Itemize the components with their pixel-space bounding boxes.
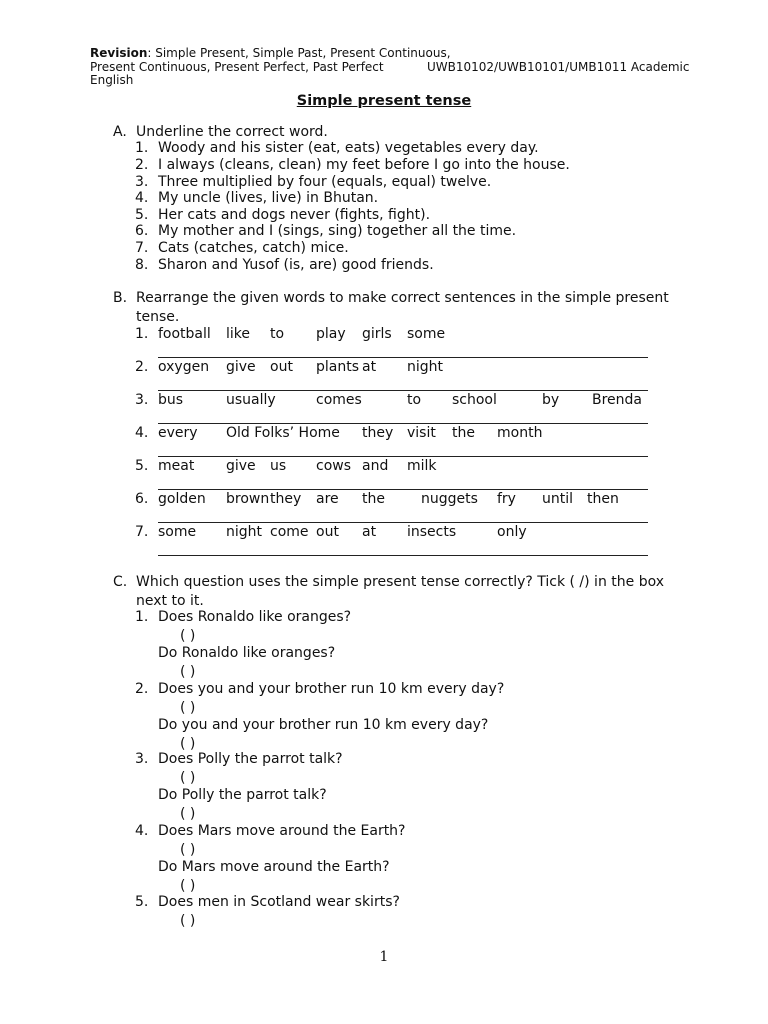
header-line-2: Present Continuous, Present Perfect, Past Perfect bbox=[90, 60, 384, 74]
word-tile: then bbox=[587, 491, 619, 507]
question-option: Do Polly the parrot talk? bbox=[158, 787, 327, 803]
section-b-instruction-cont: tense. bbox=[136, 309, 180, 325]
question-option: Do Mars move around the Earth? bbox=[158, 859, 390, 875]
word-tile: cows bbox=[316, 458, 352, 474]
section-a-instruction: Underline the correct word. bbox=[136, 124, 328, 140]
word-tile: oxygen bbox=[158, 359, 210, 375]
word-tile: brown bbox=[226, 491, 270, 507]
word-tile: some bbox=[407, 326, 446, 342]
tick-box[interactable]: ( ) bbox=[180, 700, 196, 716]
word-tile: are bbox=[316, 491, 339, 507]
word-tile: bus bbox=[158, 392, 184, 408]
word-tile: some bbox=[158, 524, 197, 540]
word-tile: the bbox=[362, 491, 385, 507]
answer-line[interactable] bbox=[158, 456, 648, 457]
word-tile: at bbox=[362, 524, 377, 540]
section-a-item-text: Woody and his sister (eat, eats) vegetables every day. bbox=[158, 140, 539, 156]
word-tile: visit bbox=[407, 425, 436, 441]
section-b-item-number: 6. bbox=[135, 491, 149, 507]
section-c-item-number: 4. bbox=[135, 823, 149, 839]
section-a-item-number: 7. bbox=[135, 240, 149, 256]
section-a-item-text: Three multiplied by four (equals, equal) twelve. bbox=[158, 174, 492, 190]
word-tile: and bbox=[362, 458, 389, 474]
section-a-item-text: Her cats and dogs never (fights, fight). bbox=[158, 207, 431, 223]
section-a-item-text: Sharon and Yusof (is, are) good friends. bbox=[158, 257, 434, 273]
word-tile: play bbox=[316, 326, 346, 342]
word-tile: fry bbox=[497, 491, 516, 507]
section-a-item-number: 1. bbox=[135, 140, 149, 156]
course-code: UWB10102/UWB10101/UMB1011 Academic bbox=[427, 60, 690, 74]
section-a-item-number: 5. bbox=[135, 207, 149, 223]
section-a-item-text: I always (cleans, clean) my feet before I go into the house. bbox=[158, 157, 570, 173]
section-c-instruction: Which question uses the simple present tense correctly? Tick ( /) in the box bbox=[136, 574, 665, 590]
answer-line[interactable] bbox=[158, 555, 648, 556]
word-tile: golden bbox=[158, 491, 206, 507]
tick-box[interactable]: ( ) bbox=[180, 770, 196, 786]
word-tile: us bbox=[270, 458, 287, 474]
word-tile: night bbox=[407, 359, 444, 375]
section-b-item-number: 2. bbox=[135, 359, 149, 375]
word-tile: to bbox=[270, 326, 285, 342]
section-b-item-number: 3. bbox=[135, 392, 149, 408]
section-b-item-number: 7. bbox=[135, 524, 149, 540]
word-tile: they bbox=[270, 491, 302, 507]
word-tile: meat bbox=[158, 458, 195, 474]
section-c-letter: C. bbox=[113, 574, 128, 590]
tick-box[interactable]: ( ) bbox=[180, 842, 196, 858]
tick-box[interactable]: ( ) bbox=[180, 736, 196, 752]
section-c-instruction-cont: next to it. bbox=[136, 593, 204, 609]
page-title: Simple present tense bbox=[296, 93, 472, 109]
word-tile: nuggets bbox=[421, 491, 478, 507]
word-tile: milk bbox=[407, 458, 437, 474]
word-tile: girls bbox=[362, 326, 392, 342]
section-c-item-number: 2. bbox=[135, 681, 149, 697]
word-tile: at bbox=[362, 359, 377, 375]
word-tile: they bbox=[362, 425, 394, 441]
section-a-item-number: 6. bbox=[135, 223, 149, 239]
word-tile: Brenda bbox=[592, 392, 643, 408]
question-option: Does men in Scotland wear skirts? bbox=[158, 894, 400, 910]
question-option: Do you and your brother run 10 km every day? bbox=[158, 717, 489, 733]
word-tile: comes bbox=[316, 392, 362, 408]
word-tile: until bbox=[542, 491, 574, 507]
section-c-item-number: 5. bbox=[135, 894, 149, 910]
word-tile: give bbox=[226, 359, 256, 375]
word-tile: insects bbox=[407, 524, 457, 540]
section-b-item-number: 4. bbox=[135, 425, 149, 441]
word-tile: come bbox=[270, 524, 309, 540]
section-a-item-text: Cats (catches, catch) mice. bbox=[158, 240, 349, 256]
answer-line[interactable] bbox=[158, 390, 648, 391]
word-tile: football bbox=[158, 326, 211, 342]
answer-line[interactable] bbox=[158, 489, 648, 490]
word-tile: every bbox=[158, 425, 198, 441]
word-tile: school bbox=[452, 392, 497, 408]
word-tile: to bbox=[407, 392, 422, 408]
answer-line[interactable] bbox=[158, 357, 648, 358]
answer-line[interactable] bbox=[158, 423, 648, 424]
question-option: Does Polly the parrot talk? bbox=[158, 751, 343, 767]
word-tile: out bbox=[316, 524, 339, 540]
page-number: 1 bbox=[379, 949, 389, 965]
question-option: Do Ronaldo like oranges? bbox=[158, 645, 336, 661]
section-a-item-text: My uncle (lives, live) in Bhutan. bbox=[158, 190, 379, 206]
word-tile: Old Folks’ Home bbox=[226, 425, 340, 441]
word-tile: the bbox=[452, 425, 475, 441]
question-option: Does Mars move around the Earth? bbox=[158, 823, 406, 839]
header-line-1 bbox=[90, 46, 451, 60]
word-tile: give bbox=[226, 458, 256, 474]
section-a-item-number: 8. bbox=[135, 257, 149, 273]
section-b-instruction: Rearrange the given words to make correct sentences in the simple present bbox=[136, 290, 669, 306]
word-tile: by bbox=[542, 392, 560, 408]
word-tile: plants bbox=[316, 359, 360, 375]
section-c-item-number: 1. bbox=[135, 609, 149, 625]
tick-box[interactable]: ( ) bbox=[180, 664, 196, 680]
revision-topics: : Simple Present, Simple Past, Present Continuous, bbox=[147, 46, 451, 60]
section-b-letter: B. bbox=[113, 290, 128, 306]
question-option: Does Ronaldo like oranges? bbox=[158, 609, 352, 625]
tick-box[interactable]: ( ) bbox=[180, 628, 196, 644]
word-tile: month bbox=[497, 425, 543, 441]
section-b-item-number: 1. bbox=[135, 326, 149, 342]
revision-label: Revision bbox=[90, 46, 148, 60]
word-tile: only bbox=[497, 524, 527, 540]
section-c-item-number: 3. bbox=[135, 751, 149, 767]
tick-box[interactable]: ( ) bbox=[180, 878, 196, 894]
section-a-item-number: 3. bbox=[135, 174, 149, 190]
header-line-3: English bbox=[90, 73, 134, 87]
tick-box[interactable]: ( ) bbox=[180, 806, 196, 822]
word-tile: night bbox=[226, 524, 263, 540]
word-tile: like bbox=[226, 326, 251, 342]
section-a-letter: A. bbox=[113, 124, 127, 140]
question-option: Does you and your brother run 10 km every day? bbox=[158, 681, 505, 697]
word-tile: out bbox=[270, 359, 293, 375]
section-a-item-number: 2. bbox=[135, 157, 149, 173]
section-a-item-text: My mother and I (sings, sing) together all the time. bbox=[158, 223, 517, 239]
section-b-item-number: 5. bbox=[135, 458, 149, 474]
section-a-item-number: 4. bbox=[135, 190, 149, 206]
tick-box[interactable]: ( ) bbox=[180, 913, 196, 929]
word-tile: usually bbox=[226, 392, 276, 408]
answer-line[interactable] bbox=[158, 522, 648, 523]
